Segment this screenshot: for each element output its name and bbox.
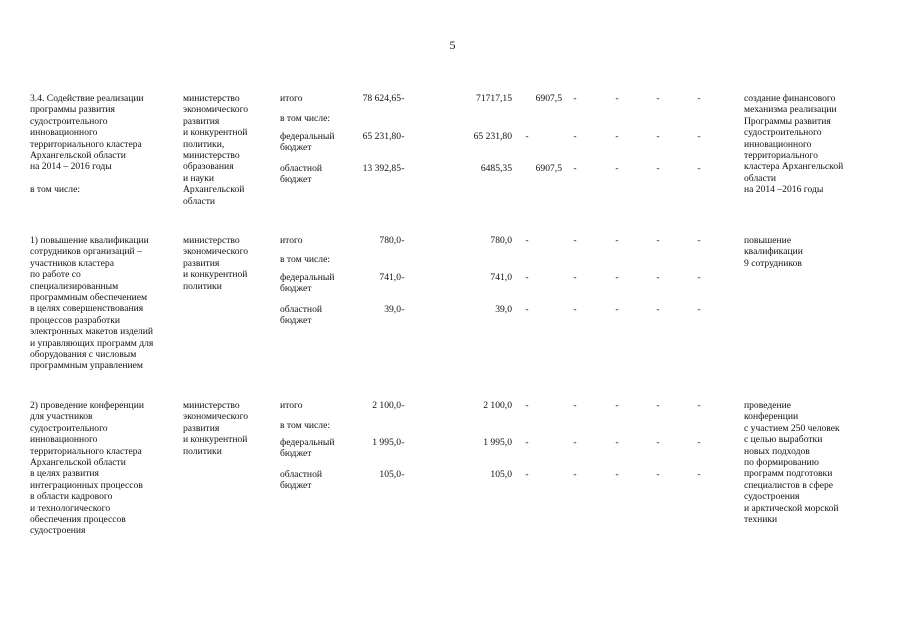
value-col5: - [573, 235, 577, 246]
value-total: 13 392,85 [362, 163, 401, 174]
value-col7: - [656, 131, 660, 142]
value-col2: - [401, 235, 405, 246]
value-col7: - [656, 469, 660, 480]
funding-source: федеральный бюджет [280, 272, 335, 295]
expected-result: проведение конференции с участием 250 человек с целью выработки новых подходов по формированию программ подготовки специалистов в сфере судостроения и арктической морской техники [744, 400, 840, 526]
activity-description: 2) проведение конференции для участников судостроительного инновационного территориального кластера Архангельской области в целях развития интеграционных процессов в области кадрового и технологического обеспечения процессов судостроения [30, 400, 144, 537]
value-col8: - [697, 93, 701, 104]
funding-source: областной бюджет [280, 163, 323, 186]
value-col5: - [573, 131, 577, 142]
executor: министерство экономического развития и конкурентной политики [183, 235, 249, 292]
value-col5: - [573, 93, 577, 104]
value-col3: 71717,15 [476, 93, 512, 104]
value-col4: - [525, 235, 529, 246]
expected-result: повышение квалификации 9 сотрудников [744, 235, 803, 269]
value-col8: - [697, 272, 701, 283]
value-col6: - [615, 131, 619, 142]
value-col6: - [615, 437, 619, 448]
value-total: 78 624,65 [362, 93, 401, 104]
value-col6: - [615, 272, 619, 283]
value-col7: - [656, 437, 660, 448]
funding-source: федеральный бюджет [280, 437, 335, 460]
value-col8: - [697, 469, 701, 480]
value-col4: 6907,5 [535, 163, 562, 174]
value-col7: - [656, 93, 660, 104]
funding-source: итого [280, 93, 303, 104]
funding-source: областной бюджет [280, 469, 323, 492]
value-col5: - [573, 400, 577, 411]
value-total: 105,0 [379, 469, 401, 480]
value-col2: - [401, 437, 405, 448]
executor: министерство экономического развития и конкурентной политики [183, 400, 249, 457]
activity-description: 3.4. Содействие реализации программы развития судостроительного инновационного территориального кластера Архангельской области на 2014 – 2016 годы в том числе: [30, 93, 144, 196]
value-total: 2 100,0 [372, 400, 401, 411]
value-col4: - [525, 131, 529, 142]
expected-result: создание финансового механизма реализации Программы развития судостроительного инновационного территориального кластера Архангельской области на 2014 –2016 годы [744, 93, 844, 196]
value-total: 39,0 [384, 304, 401, 315]
value-col2: - [401, 400, 405, 411]
value-col3: 741,0 [490, 272, 512, 283]
value-col4: - [525, 272, 529, 283]
value-col7: - [656, 400, 660, 411]
value-col7: - [656, 163, 660, 174]
funding-source: итого [280, 400, 303, 411]
value-col4: - [525, 400, 529, 411]
value-col7: - [656, 272, 660, 283]
value-col8: - [697, 400, 701, 411]
value-col6: - [615, 235, 619, 246]
value-col7: - [656, 235, 660, 246]
value-col8: - [697, 163, 701, 174]
funding-source: итого [280, 235, 303, 246]
funding-source: федеральный бюджет [280, 131, 335, 154]
value-col6: - [615, 93, 619, 104]
executor: министерство экономического развития и конкурентной политики, министерство образования и науки Архангельской области [183, 93, 249, 207]
value-col5: - [573, 437, 577, 448]
value-col3: 780,0 [490, 235, 512, 246]
value-total: 1 995,0 [372, 437, 401, 448]
value-col4: - [525, 469, 529, 480]
value-total: 780,0 [379, 235, 401, 246]
activity-description: 1) повышение квалификации сотрудников организаций – участников кластера по работе со специализированным программным обеспечением в целях совершенствования процессов разработки электронных макетов изделий и управляющих программ для оборудования с числовым программным управлением [30, 235, 154, 372]
value-col8: - [697, 304, 701, 315]
value-col6: - [615, 163, 619, 174]
value-col2: - [401, 131, 405, 142]
value-col5: - [573, 272, 577, 283]
value-col5: - [573, 163, 577, 174]
value-col3: 6485,35 [480, 163, 512, 174]
value-col3: 1 995,0 [483, 437, 512, 448]
page-number: 5 [449, 38, 456, 52]
value-col3: 39,0 [495, 304, 512, 315]
value-col5: - [573, 304, 577, 315]
funding-source: в том числе: [280, 113, 331, 124]
value-col6: - [615, 304, 619, 315]
value-col2: - [401, 469, 405, 480]
value-col3: 105,0 [490, 469, 512, 480]
value-col8: - [697, 235, 701, 246]
value-col4: - [525, 304, 529, 315]
funding-source: в том числе: [280, 254, 331, 265]
value-col8: - [697, 131, 701, 142]
funding-source: областной бюджет [280, 304, 323, 327]
value-col8: - [697, 437, 701, 448]
value-total: 741,0 [379, 272, 401, 283]
value-col6: - [615, 400, 619, 411]
value-col2: - [401, 93, 405, 104]
value-col2: - [401, 272, 405, 283]
value-col4: 6907,5 [535, 93, 562, 104]
value-col5: - [573, 469, 577, 480]
value-col4: - [525, 437, 529, 448]
value-col3: 2 100,0 [483, 400, 512, 411]
value-col2: - [401, 163, 405, 174]
value-col6: - [615, 469, 619, 480]
value-col7: - [656, 304, 660, 315]
value-col2: - [401, 304, 405, 315]
value-col3: 65 231,80 [473, 131, 512, 142]
value-total: 65 231,80 [362, 131, 401, 142]
funding-source: в том числе: [280, 420, 331, 431]
